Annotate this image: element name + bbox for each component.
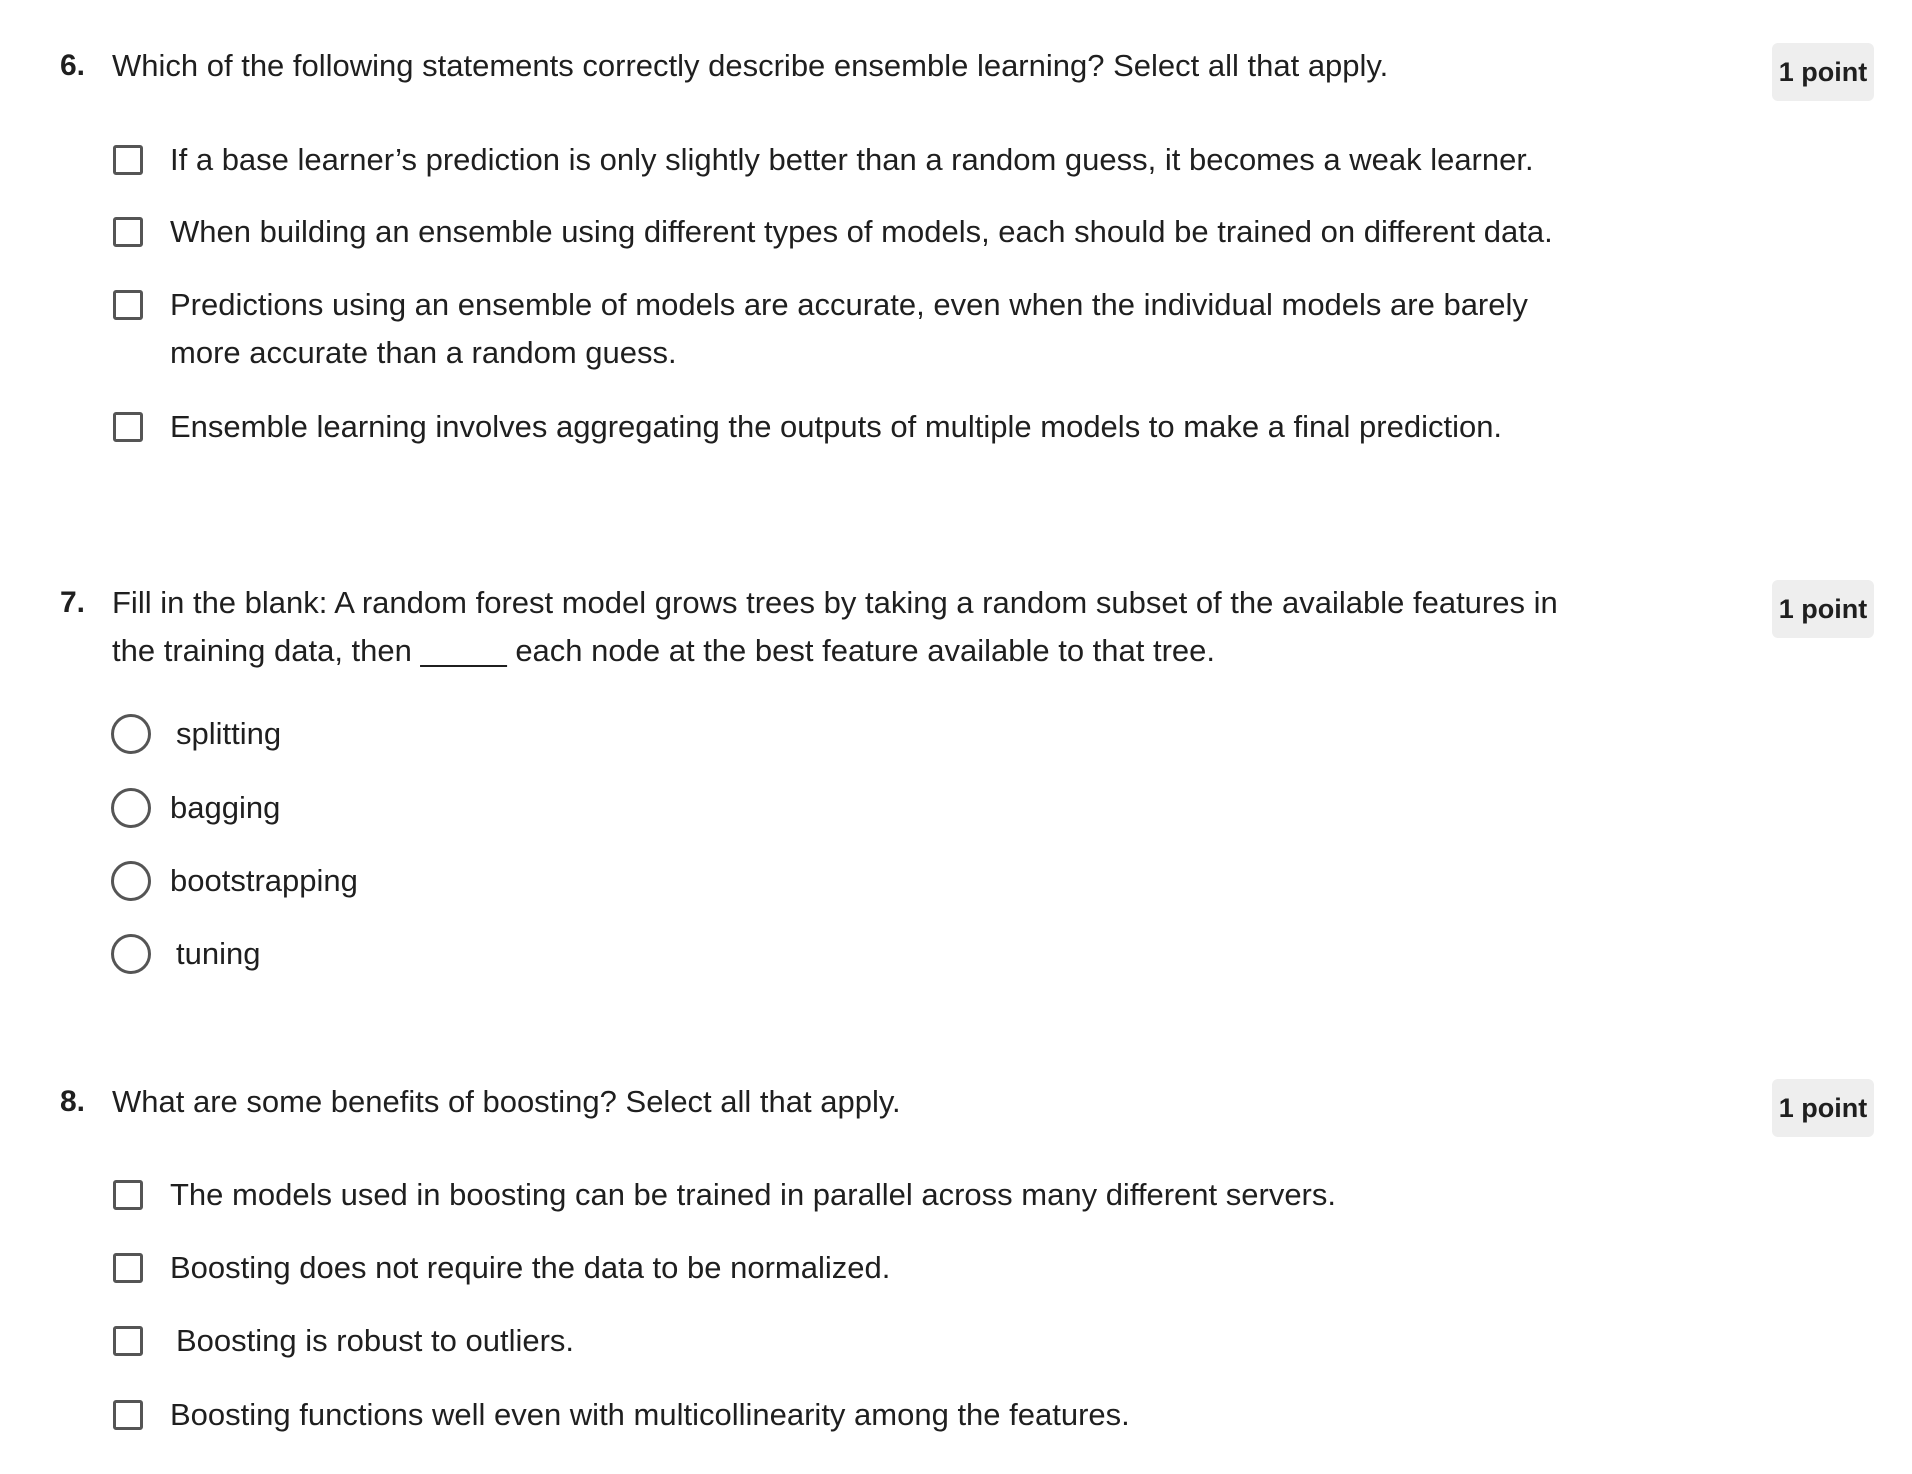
checkbox[interactable] bbox=[113, 145, 143, 175]
question-text: Which of the following statements correctly describe ensemble learning? Select all that apply. bbox=[112, 48, 1389, 83]
points-badge: 1 point bbox=[1772, 43, 1874, 101]
option-label[interactable]: bagging bbox=[170, 790, 281, 825]
option-label[interactable]: When building an ensemble using different types of models, each should be trained on different data. bbox=[170, 214, 1553, 249]
option-label[interactable]: Boosting does not require the data to be normalized. bbox=[170, 1250, 891, 1285]
points-badge: 1 point bbox=[1772, 1079, 1874, 1137]
option-label[interactable]: Boosting functions well even with multicollinearity among the features. bbox=[170, 1397, 1130, 1432]
checkbox[interactable] bbox=[113, 1326, 143, 1356]
option-label[interactable]: Ensemble learning involves aggregating the outputs of multiple models to make a final prediction. bbox=[170, 409, 1503, 444]
question-number: 7. bbox=[60, 586, 86, 619]
option-label[interactable]: splitting bbox=[176, 716, 282, 751]
question-text: Fill in the blank: A random forest model grows trees by taking a random subset of the available features in the training data, then _____ each node at the best feature available to that tree. bbox=[112, 585, 1558, 668]
option-label[interactable]: bootstrapping bbox=[170, 863, 358, 898]
radio-button[interactable] bbox=[111, 934, 151, 974]
checkbox[interactable] bbox=[113, 1253, 143, 1283]
radio-button[interactable] bbox=[111, 861, 151, 901]
option-label[interactable]: If a base learner’s prediction is only slightly better than a random guess, it becomes a weak learner. bbox=[170, 142, 1534, 177]
points-badge: 1 point bbox=[1772, 580, 1874, 638]
checkbox[interactable] bbox=[113, 1180, 143, 1210]
checkbox[interactable] bbox=[113, 217, 143, 247]
question-number: 6. bbox=[60, 49, 86, 82]
checkbox[interactable] bbox=[113, 290, 143, 320]
checkbox[interactable] bbox=[113, 1400, 143, 1430]
question-number: 8. bbox=[60, 1085, 86, 1118]
option-label[interactable]: The models used in boosting can be trained in parallel across many different servers. bbox=[170, 1177, 1336, 1212]
radio-button[interactable] bbox=[111, 788, 151, 828]
radio-button[interactable] bbox=[111, 714, 151, 754]
option-label[interactable]: Predictions using an ensemble of models are accurate, even when the individual models are barely more accurate than a random guess. bbox=[170, 287, 1528, 370]
question-text: What are some benefits of boosting? Select all that apply. bbox=[112, 1084, 901, 1119]
checkbox[interactable] bbox=[113, 412, 143, 442]
option-label[interactable]: Boosting is robust to outliers. bbox=[176, 1323, 575, 1358]
option-label[interactable]: tuning bbox=[176, 936, 261, 971]
